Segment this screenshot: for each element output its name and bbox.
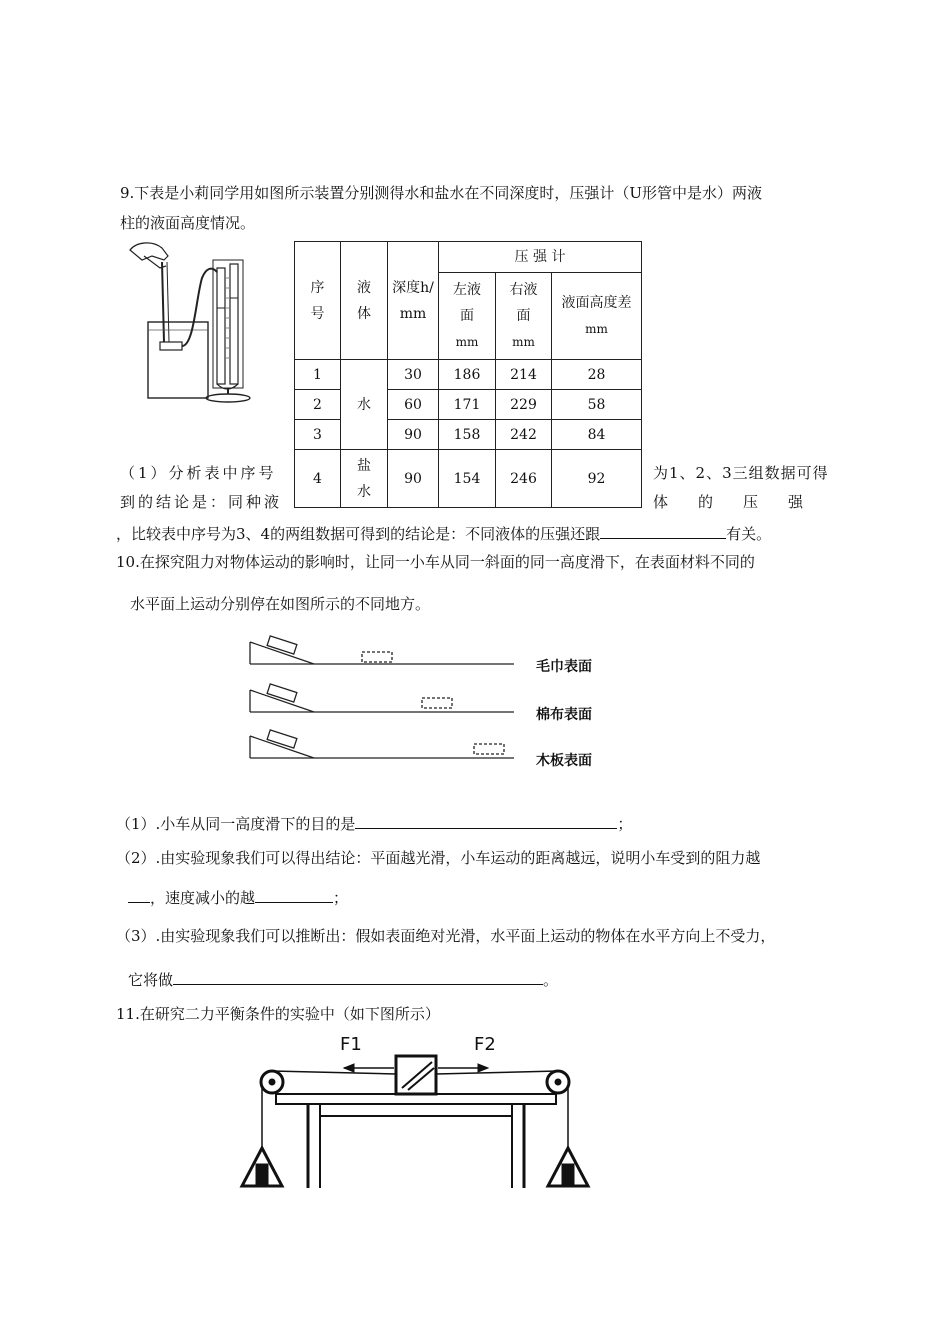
- answer-blank[interactable]: [255, 886, 333, 903]
- q9-sub1-b: 为1、2、3三组数据可得: [653, 464, 829, 482]
- q10-line2: 水平面上运动分别停在如图所示的不同地方。: [130, 595, 431, 613]
- cell-depth: 90: [388, 450, 439, 508]
- header-right: 右液面 mm: [496, 273, 552, 360]
- q10-s3b: 它将做 。: [128, 968, 558, 990]
- two-force-balance-figure: [236, 1038, 596, 1190]
- cell-left: 171: [439, 390, 496, 420]
- q10-s2: （2）.由实验现象我们可以得出结论：平面越光滑，小车运动的距离越远，说明小车受到的阻力越: [116, 849, 761, 867]
- label-cotton: 棉布表面: [536, 707, 592, 723]
- cell-right: 214: [496, 360, 552, 390]
- cell-depth: 90: [388, 420, 439, 450]
- cell-seq: 1: [295, 360, 341, 390]
- q11-line1: 11.在研究二力平衡条件的实验中（如下图所示）: [116, 1005, 440, 1023]
- header-left: 左液面 mm: [439, 273, 496, 360]
- answer-blank[interactable]: [128, 886, 150, 903]
- q10-s2b: ，速度减小的越 ；: [128, 886, 348, 908]
- label-wood: 木板表面: [536, 753, 592, 769]
- q9-sub1-d: 体 的 压 强: [653, 493, 804, 511]
- q9-line1: 9.下表是小莉同学用如图所示装置分别测得水和盐水在不同深度时，压强计（U形管中是水）两液: [120, 184, 762, 202]
- header-gauge: 压 强 计: [439, 242, 642, 273]
- q10-s1: （1）.小车从同一高度滑下的目的是 ；: [116, 812, 632, 834]
- cell-seq: 2: [295, 390, 341, 420]
- pressure-gauge-figure: [122, 238, 272, 406]
- q10-s3: （3）.由实验现象我们可以推断出：假如表面绝对光滑，水平面上运动的物体在水平方向上不受力，: [116, 927, 776, 945]
- cell-left: 186: [439, 360, 496, 390]
- q9-sub1-a: （1）分析表中序号: [120, 464, 277, 482]
- header-diff: 液面高度差 mm: [552, 273, 642, 360]
- force-label-f1: F1: [340, 1034, 362, 1055]
- cell-right: 229: [496, 390, 552, 420]
- answer-blank[interactable]: [173, 968, 543, 985]
- cell-left: 158: [439, 420, 496, 450]
- header-depth: 深度h/mm: [388, 242, 439, 360]
- slope-surfaces-figure: [244, 632, 544, 774]
- header-seq: 序号: [295, 242, 341, 360]
- q9-line2: 柱的液面高度情况。: [120, 214, 256, 232]
- cell-depth: 60: [388, 390, 439, 420]
- cell-liquid-brine: 盐水: [341, 450, 388, 508]
- cell-diff: 84: [552, 420, 642, 450]
- force-label-f2: F2: [474, 1034, 496, 1055]
- answer-blank[interactable]: [600, 522, 726, 539]
- q9-sub1-e: ，比较表中序号为3、4的两组数据可得到的结论是：不同液体的压强还跟 有关。: [116, 522, 771, 544]
- cell-diff: 92: [552, 450, 642, 508]
- pressure-data-table: [294, 241, 642, 508]
- q10-line1: 10.在探究阻力对物体运动的影响时，让同一小车从同一斜面的同一高度滑下，在表面材料不同的: [116, 553, 755, 571]
- cell-diff: 58: [552, 390, 642, 420]
- cell-seq: 4: [295, 450, 341, 508]
- cell-depth: 30: [388, 360, 439, 390]
- label-towel: 毛巾表面: [536, 659, 592, 675]
- cell-right: 242: [496, 420, 552, 450]
- cell-diff: 28: [552, 360, 642, 390]
- cell-seq: 3: [295, 420, 341, 450]
- cell-liquid-water: 水: [341, 360, 388, 450]
- cell-left: 154: [439, 450, 496, 508]
- cell-right: 246: [496, 450, 552, 508]
- answer-blank[interactable]: [355, 812, 617, 829]
- header-liquid: 液体: [341, 242, 388, 360]
- q9-sub1-c: 到的结论是：同种液: [120, 493, 283, 511]
